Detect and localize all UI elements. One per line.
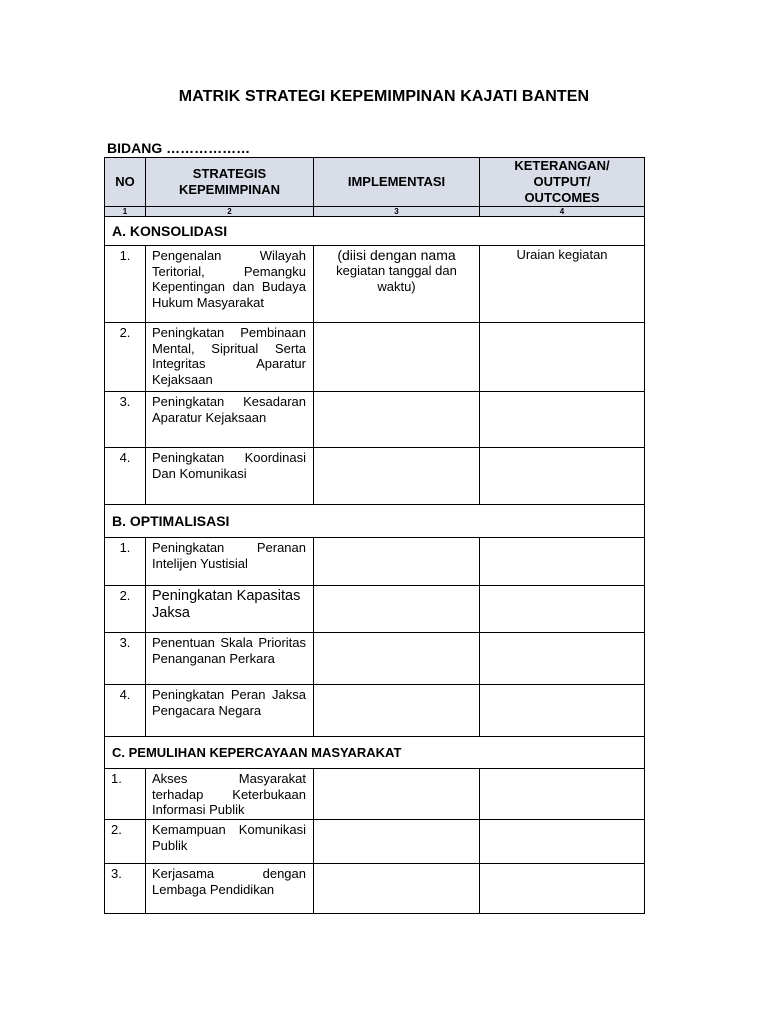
- row-number: 2.: [105, 323, 146, 392]
- column-number-row: [105, 207, 645, 217]
- strategy-text: Peningkatan Kapasitas Jaksa: [146, 586, 314, 633]
- keterangan-cell: [480, 769, 645, 820]
- row-number: 3.: [105, 392, 146, 448]
- table-row: [105, 323, 645, 392]
- col-number: 3: [314, 207, 480, 217]
- implementasi-cell: [314, 448, 480, 505]
- implementasi-cell: [314, 392, 480, 448]
- row-number: 2.: [105, 586, 146, 633]
- col-number: 4: [480, 207, 645, 217]
- header-strategis: STRATEGIS KEPEMIMPINAN: [146, 158, 314, 207]
- strategy-text: Peningkatan Koordinasi Dan Komunikasi: [146, 448, 314, 505]
- row-number: 1.: [105, 246, 146, 323]
- implementasi-cell: [314, 246, 480, 323]
- section-title-a: A. KONSOLIDASI: [105, 217, 645, 246]
- strategy-text: Peningkatan Pembinaan Mental, Sipritual Serta Integritas Aparatur Kejaksaan: [146, 323, 314, 392]
- keterangan-cell: [480, 392, 645, 448]
- row-number: 4.: [105, 448, 146, 505]
- strategy-matrix-table: [104, 157, 645, 914]
- keterangan-cell: [480, 820, 645, 864]
- strategy-text: Kemampuan Komunikasi Publik: [146, 820, 314, 864]
- table-row: [105, 864, 645, 914]
- table-row: [105, 685, 645, 737]
- keterangan-cell: [480, 448, 645, 505]
- keterangan-cell: [480, 538, 645, 586]
- keterangan-cell: [480, 586, 645, 633]
- strategy-text: Kerjasama dengan Lembaga Pendidikan: [146, 864, 314, 914]
- table-row: [105, 820, 645, 864]
- strategy-text: Peningkatan Peranan Intelijen Yustisial: [146, 538, 314, 586]
- implementasi-text: (diisi dengan nama: [337, 247, 456, 263]
- implementasi-cell: [314, 820, 480, 864]
- keterangan-cell: [480, 864, 645, 914]
- row-number: 3.: [105, 864, 146, 914]
- keterangan-cell: [480, 685, 645, 737]
- header-no: NO: [105, 158, 146, 207]
- section-row: [105, 217, 645, 246]
- col-number: 2: [146, 207, 314, 217]
- table-row: [105, 538, 645, 586]
- table-row: [105, 392, 645, 448]
- col-number: 1: [105, 207, 146, 217]
- section-title-c: C. PEMULIHAN KEPERCAYAAN MASYARAKAT: [105, 737, 645, 769]
- implementasi-cell: [314, 538, 480, 586]
- implementasi-cell: [314, 685, 480, 737]
- strategy-text: Akses Masyarakat terhadap Keterbukaan Informasi Publik: [146, 769, 314, 820]
- section-title-b: B. OPTIMALISASI: [105, 505, 645, 538]
- implementasi-cell: [314, 586, 480, 633]
- header-implementasi: IMPLEMENTASI: [314, 158, 480, 207]
- table-row: [105, 633, 645, 685]
- bidang-label: BIDANG ………………: [107, 140, 251, 156]
- implementasi-cell: [314, 323, 480, 392]
- keterangan-text: Uraian kegiatan: [480, 246, 645, 323]
- section-row: [105, 505, 645, 538]
- implementasi-text: kegiatan tanggal dan waktu): [336, 263, 457, 294]
- implementasi-cell: [314, 769, 480, 820]
- row-number: 3.: [105, 633, 146, 685]
- keterangan-cell: [480, 633, 645, 685]
- keterangan-cell: [480, 323, 645, 392]
- strategy-text: Peningkatan Kesadaran Aparatur Kejaksaan: [146, 392, 314, 448]
- strategy-text: Pengenalan Wilayah Teritorial, Pemangku Kepentingan dan Budaya Hukum Masyarakat: [146, 246, 314, 323]
- row-number: 2.: [105, 820, 146, 864]
- table-row: [105, 769, 645, 820]
- section-row: [105, 737, 645, 769]
- strategy-text: Peningkatan Peran Jaksa Pengacara Negara: [146, 685, 314, 737]
- document-title: MATRIK STRATEGI KEPEMIMPINAN KAJATI BANTEN: [178, 88, 590, 105]
- implementasi-cell: [314, 633, 480, 685]
- header-keterangan: KETERANGAN/ OUTPUT/ OUTCOMES: [480, 158, 645, 207]
- table-row: [105, 246, 645, 323]
- row-number: 4.: [105, 685, 146, 737]
- row-number: 1.: [105, 769, 146, 820]
- implementasi-cell: [314, 864, 480, 914]
- table-row: [105, 448, 645, 505]
- table-row: [105, 586, 645, 633]
- header-row: [105, 158, 645, 207]
- row-number: 1.: [105, 538, 146, 586]
- strategy-text: Penentuan Skala Prioritas Penanganan Perkara: [146, 633, 314, 685]
